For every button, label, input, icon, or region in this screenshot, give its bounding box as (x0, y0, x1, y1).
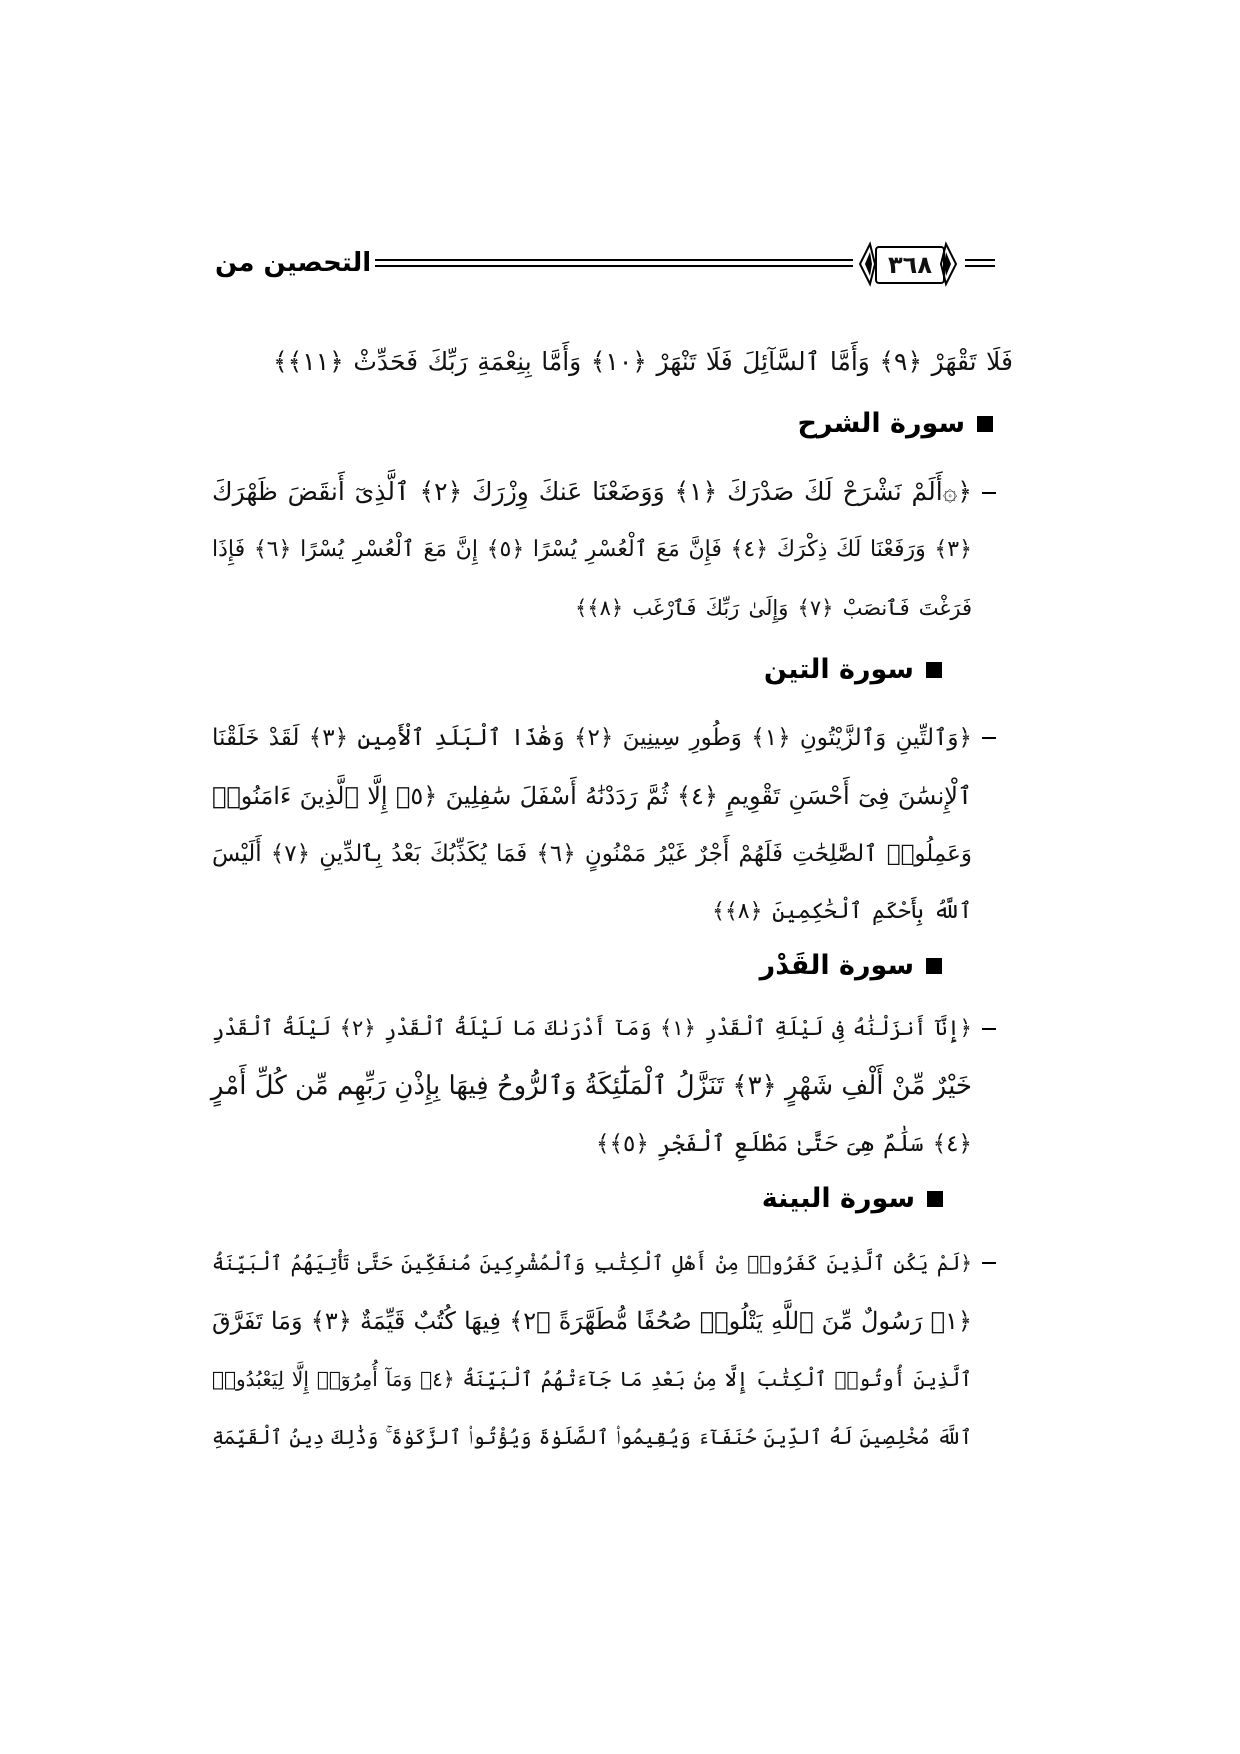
verse-line: ٱللَّهُ بِأَحْكَمِ ٱلْحَٰكِمِينَ ﴿٨﴾﴾ (712, 899, 972, 924)
verse-line: ٱلَّذِينَ أُوتُوا۟ ٱلْكِتَٰبَ إِلَّا مِنۢ بَعْدِ مَا جَآءَتْهُمُ ٱلْبَيِّنَةُ ﴿٤﴾ وَمَآ أُمِرُوٓا۟ إِلَّا لِيَعْبُدُوا۟ (212, 1367, 972, 1391)
surah-heading (798, 408, 993, 439)
square-bullet-icon (926, 662, 942, 678)
header-rule-left (375, 259, 853, 267)
verse-line: خَيْرٌ مِّنْ أَلْفِ شَهْرٍ ﴿٣﴾ تَنَزَّلُ ٱلْمَلَٰٓئِكَةُ وَٱلرُّوحُ فِيهَا بِإِذْنِ رَبِّهِم مِّن كُلِّ أَمْرٍ (210, 1071, 972, 1101)
verse-line: ﴿لَمْ يَكُنِ ٱلَّذِينَ كَفَرُوا۟ مِنْ أَهْلِ ٱلْكِتَٰبِ وَٱلْمُشْرِكِينَ مُنفَكِّينَ حَتَّىٰ تَأْتِيَهُمُ ٱلْبَيِّنَةُ (212, 1251, 972, 1275)
surah-title: سورة الشرح (797, 408, 965, 439)
verse-line: ﴿إِنَّآ أَنزَلْنَٰهُ فِى لَيْلَةِ ٱلْقَدْرِ ﴿١﴾ وَمَآ أَدْرَىٰكَ مَا لَيْلَةُ ٱلْقَدْرِ ﴿٢﴾ لَيْلَةُ ٱلْقَدْرِ (212, 1016, 972, 1040)
square-bullet-icon (927, 1191, 943, 1207)
dash-marker (982, 492, 996, 494)
verse-line: ﴿٣﴾ وَرَفَعْنَا لَكَ ذِكْرَكَ ﴿٤﴾ فَإِنَّ مَعَ ٱلْعُسْرِ يُسْرًا ﴿٥﴾ إِنَّ مَعَ ٱلْعُسْرِ يُسْرًا ﴿٦﴾ فَإِذَا (212, 537, 973, 562)
verse-line: ﴿١﴾ رَسُولٌ مِّنَ ٱللَّهِ يَتْلُوا۟ صُحُفًا مُّطَهَّرَةً ﴿٢﴾ فِيهَا كُتُبٌ قَيِّمَةٌ ﴿٣﴾ وَمَا تَفَرَّقَ (212, 1307, 973, 1335)
verse-line: وَعَمِلُوا۟ ٱلصَّٰلِحَٰتِ فَلَهُمْ أَجْرٌ غَيْرُ مَمْنُونٍ ﴿٦﴾ فَمَا يُكَذِّبُكَ بَعْدُ بِٱلدِّينِ ﴿٧﴾ أَلَيْسَ (212, 841, 972, 867)
surah-heading (764, 654, 942, 685)
verse-line: ﴿٤﴾ سَلَٰمٌ هِىَ حَتَّىٰ مَطْلَعِ ٱلْفَجْرِ ﴿٥﴾﴾ (596, 1131, 972, 1157)
verse-line: فَرَغْتَ فَٱنصَبْ ﴿٧﴾ وَإِلَىٰ رَبِّكَ فَٱرْغَب ﴿٨﴾﴾ (575, 596, 972, 620)
surah-title: سورة البينة (761, 1183, 915, 1214)
page-number: ٣٦٨ (875, 246, 945, 284)
verse-line: ٱللَّهَ مُخْلِصِينَ لَهُ ٱلدِّينَ حُنَفَآءَ وَيُقِيمُوا۟ ٱلصَّلَوٰةَ وَيُؤْتُوا۟ ٱلزَّكَوٰةَ ۚ وَذَٰلِكَ دِينُ ٱلْقَيِّمَةِ (212, 1425, 972, 1449)
dash-marker (982, 1262, 996, 1264)
square-bullet-icon (926, 958, 942, 974)
surah-heading (760, 950, 942, 981)
surah-title: سورة التين (763, 654, 914, 685)
verse-line: ٱلْإِنسَٰنَ فِىٓ أَحْسَنِ تَقْوِيمٍ ﴿٤﴾ ثُمَّ رَدَدْنَٰهُ أَسْفَلَ سَٰفِلِينَ ﴿٥﴾ إِلَّا ٱلَّذِينَ ءَامَنُوا۟ (212, 782, 973, 810)
square-bullet-icon (977, 416, 993, 432)
header-rule-right (965, 259, 995, 267)
surah-title: سورة القَدْر (759, 950, 914, 981)
verse-line: فَلَا تَقْهَرْ ﴿٩﴾ وَأَمَّا ٱلسَّآئِلَ فَلَا تَنْهَرْ ﴿١٠﴾ وَأَمَّا بِنِعْمَةِ رَبِّكَ فَحَدِّثْ ﴿١١﴾﴾ (273, 347, 1013, 376)
running-title: التحصين من (215, 248, 372, 278)
surah-heading (762, 1183, 943, 1214)
verse-line: ﴿۞أَلَمْ نَشْرَحْ لَكَ صَدْرَكَ ﴿١﴾ وَوَضَعْنَا عَنكَ وِزْرَكَ ﴿٢﴾ ٱلَّذِىٓ أَنقَضَ ظَهْرَكَ (212, 477, 972, 506)
dash-marker (982, 1028, 996, 1030)
verse-line: ﴿وَٱلتِّينِ وَٱلزَّيْتُونِ ﴿١﴾ وَطُورِ سِينِينَ ﴿٢﴾ وَهَٰذَا ٱلْبَلَدِ ٱلْأَمِينِ ﴿٣﴾ لَقَدْ خَلَقْنَا (212, 725, 973, 751)
dash-marker (982, 737, 996, 739)
